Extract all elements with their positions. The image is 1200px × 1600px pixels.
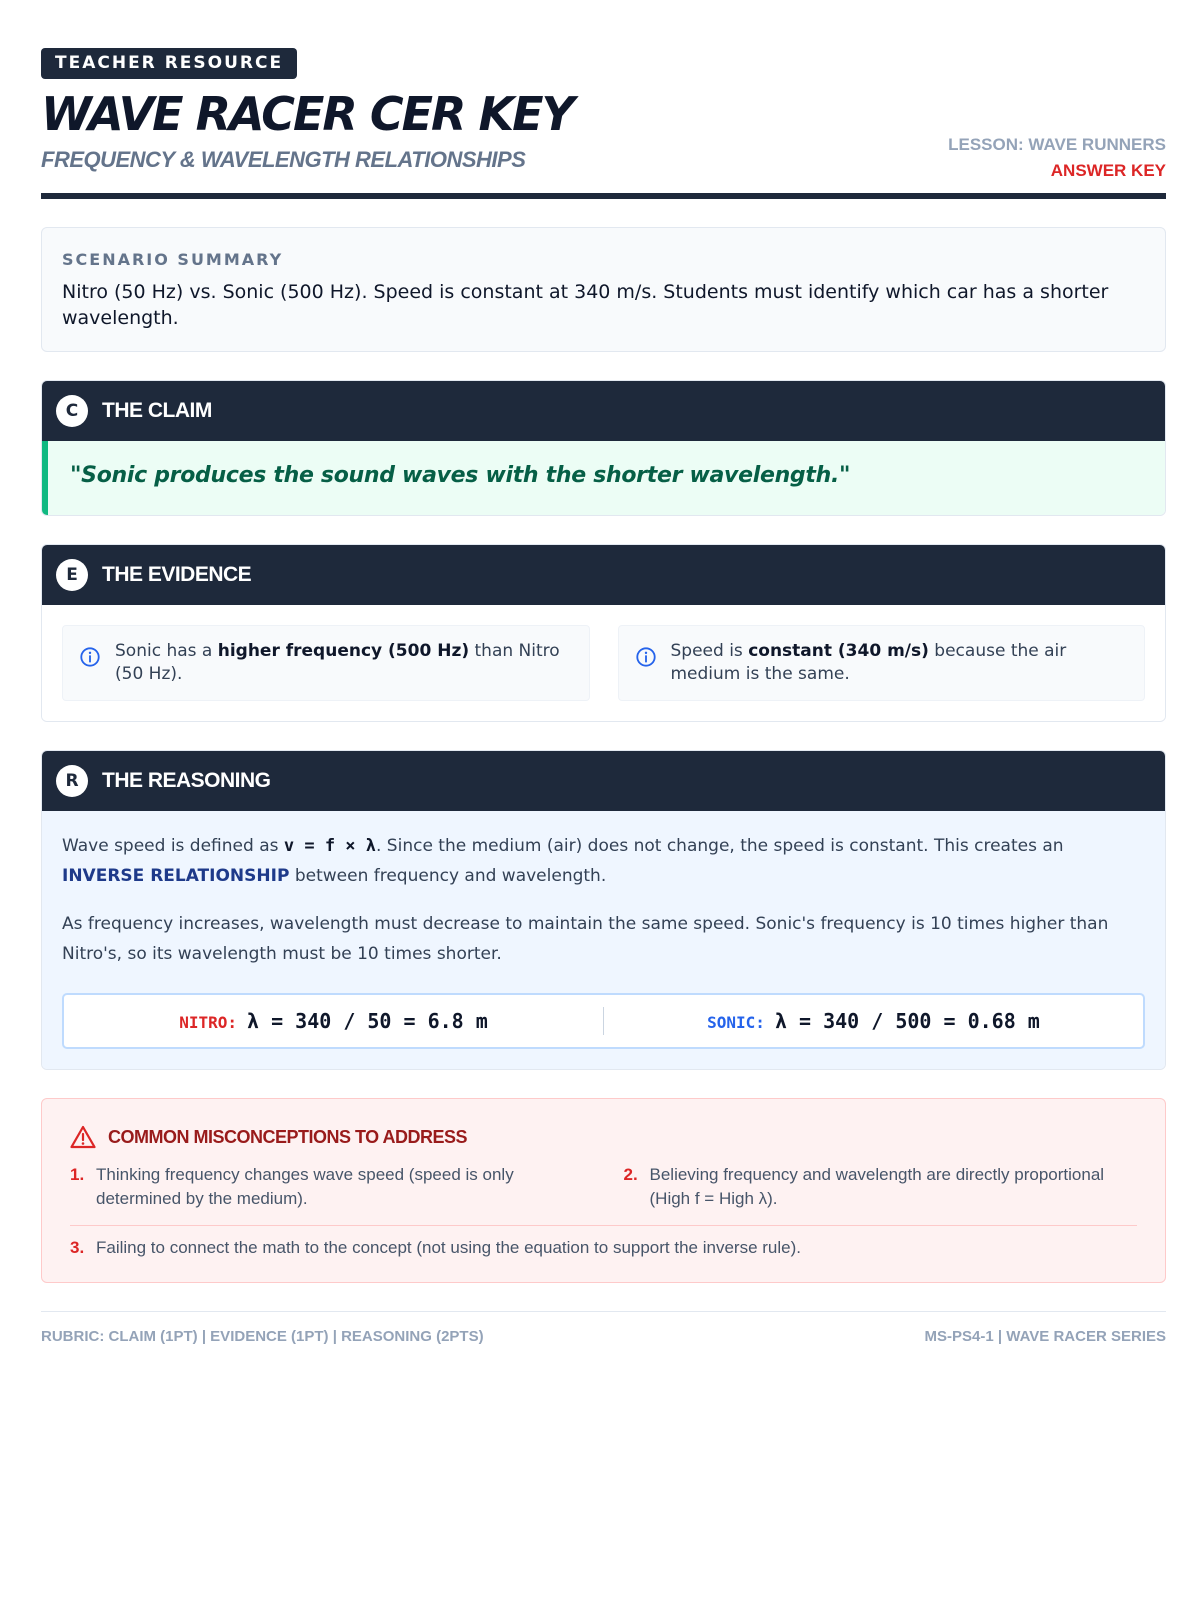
teacher-resource-page (41, 48, 1166, 1345)
reasoning-paragraph (62, 831, 1145, 891)
evidence-text (671, 640, 1129, 686)
misconception-text: Thinking frequency changes wave speed (speed is only determined by the medium). (96, 1165, 514, 1208)
evidence-text-bold: constant (340 m/s) (748, 641, 929, 661)
evidence-title: THE EVIDENCE (102, 563, 252, 586)
claim-body (42, 441, 1165, 515)
header-divider (41, 193, 1166, 199)
claim-text: "Sonic produces the sound waves with the shorter wavelength." (70, 463, 851, 488)
misconceptions-grid (70, 1163, 1137, 1211)
evidence-text-pre: Sonic has a (115, 641, 218, 661)
reasoning-text: Wave speed is defined as (62, 836, 284, 856)
reasoning-title: THE REASONING (102, 769, 271, 792)
calculation-box (62, 993, 1145, 1049)
wave-equation: v = f × λ (283, 836, 376, 856)
misconceptions-header (70, 1125, 1137, 1149)
footer-divider (41, 1311, 1166, 1312)
evidence-text-bold: higher frequency (500 Hz) (217, 641, 470, 661)
claim-header (42, 381, 1165, 441)
nitro-equation: λ = 340 / 50 = 6.8 m (246, 1009, 488, 1033)
misconception-number: 3. (70, 1238, 85, 1257)
page-header (41, 48, 1166, 199)
page-footer (41, 1328, 1166, 1345)
sonic-label: SONIC: (707, 1013, 765, 1032)
evidence-text-pre: Speed is (670, 641, 749, 661)
sonic-equation: λ = 340 / 500 = 0.68 m (774, 1009, 1040, 1033)
reasoning-paragraph: As frequency increases, wavelength must decrease to maintain the same speed. Sonic's frequency is 10 times higher than Nitro's, so its wavelength must be 10 times shorter. (62, 914, 1109, 964)
warning-icon (70, 1125, 96, 1149)
misconception-item (70, 1163, 584, 1211)
evidence-header (42, 545, 1165, 605)
sonic-calculation (604, 1009, 1143, 1033)
misconceptions-box (41, 1098, 1166, 1283)
evidence-card (41, 544, 1166, 722)
evidence-item (62, 625, 590, 701)
lesson-label: LESSON: WAVE RUNNERS (948, 135, 1166, 154)
claim-title: THE CLAIM (102, 399, 212, 422)
evidence-body (42, 605, 1165, 721)
info-icon (79, 646, 101, 668)
evidence-item (618, 625, 1146, 701)
reasoning-body (42, 811, 1165, 1069)
scenario-label: SCENARIO SUMMARY (62, 250, 284, 269)
reasoning-card (41, 750, 1166, 1070)
misconception-text: Failing to connect the math to the concept (not using the equation to support the inverse rule). (96, 1238, 801, 1257)
misconception-item (624, 1163, 1138, 1211)
reasoning-header (42, 751, 1165, 811)
header-meta (948, 132, 1166, 184)
scenario-text: Nitro (50 Hz) vs. Sonic (500 Hz). Speed is constant at 340 m/s. Students must identify which car has a shorter wavelength. (62, 281, 1109, 329)
claim-card (41, 380, 1166, 516)
claim-letter-icon: C (56, 395, 88, 427)
teacher-resource-badge: TEACHER RESOURCE (41, 48, 297, 79)
evidence-text (115, 640, 573, 686)
evidence-text-post: than Nitro (50 Hz). (115, 641, 560, 684)
reasoning-text: between frequency and wavelength. (289, 866, 607, 886)
misconceptions-title: COMMON MISCONCEPTIONS TO ADDRESS (108, 1126, 468, 1147)
nitro-label: NITRO: (179, 1013, 237, 1032)
evidence-text-post: because the air medium is the same. (670, 641, 1067, 684)
rubric-text: RUBRIC: CLAIM (1PT) | EVIDENCE (1PT) | REASONING (2PTS) (41, 1328, 484, 1345)
misconception-number: 2. (623, 1165, 638, 1184)
inverse-relationship-highlight: INVERSE RELATIONSHIP (62, 866, 290, 886)
reasoning-text: . Since the medium (air) does not change, the speed is constant. This creates an (376, 836, 1064, 856)
nitro-calculation (64, 1009, 603, 1033)
standard-series-text: MS-PS4-1 | WAVE RACER SERIES (924, 1328, 1166, 1345)
misconceptions-divider (70, 1225, 1137, 1226)
misconception-text: Believing frequency and wavelength are directly proportional (High f = High λ). (649, 1165, 1105, 1208)
reasoning-letter-icon: R (56, 765, 88, 797)
info-icon (635, 646, 657, 668)
misconception-number: 1. (70, 1165, 85, 1184)
misconception-item (70, 1236, 1137, 1260)
page-title: WAVE RACER CER KEY (41, 87, 573, 141)
page-subtitle: FREQUENCY & WAVELENGTH RELATIONSHIPS (41, 147, 526, 172)
answer-key-label: ANSWER KEY (1050, 161, 1166, 180)
evidence-letter-icon: E (56, 559, 88, 591)
scenario-summary (41, 227, 1166, 352)
